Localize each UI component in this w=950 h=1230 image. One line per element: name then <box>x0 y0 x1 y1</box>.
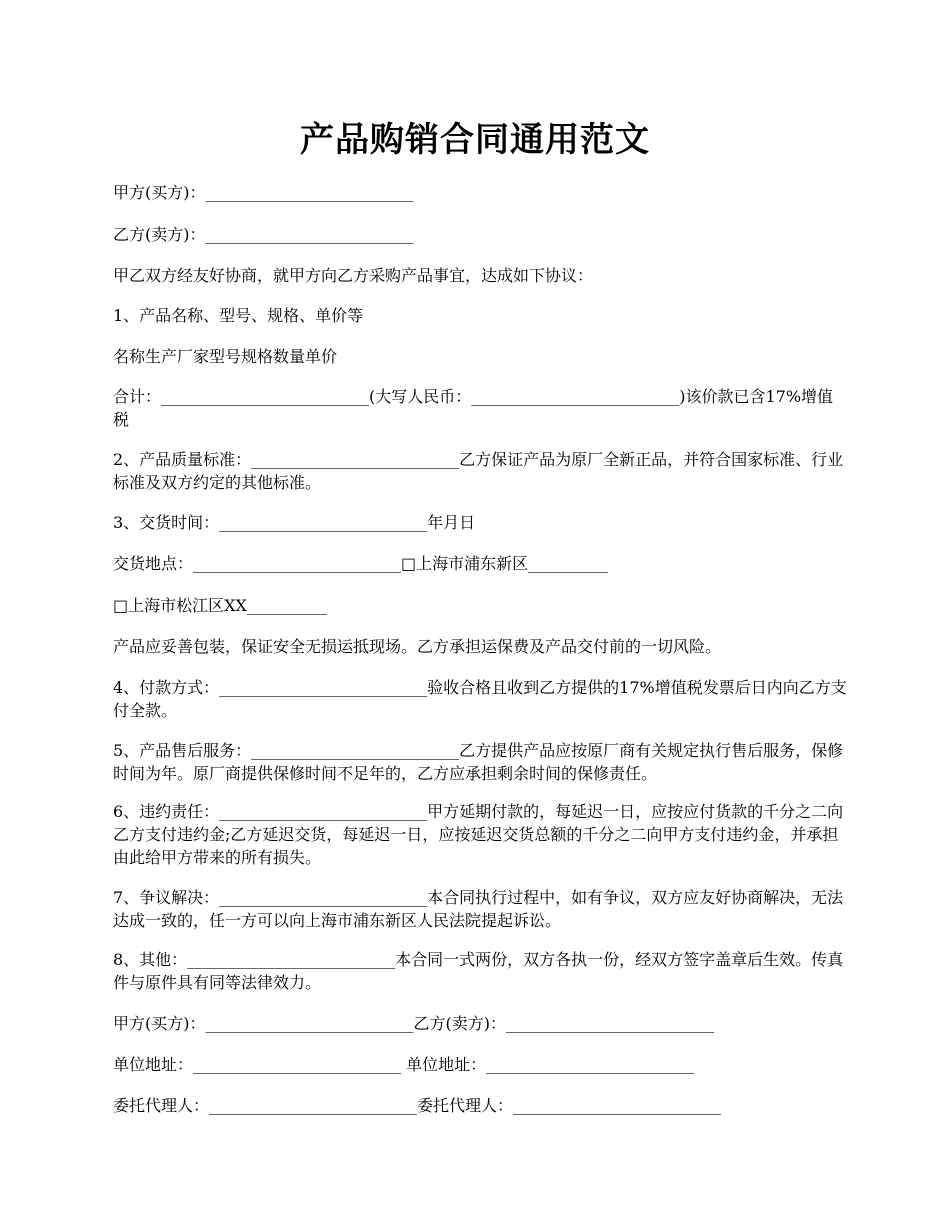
buyer-line: 甲方(买方)：__________________________ <box>113 183 414 202</box>
delivery-location-alt: □上海市松江区XX__________ <box>113 596 327 615</box>
signature-parties: 甲方(买方)：__________________________乙方(卖方)：__________________________ <box>113 1014 714 1033</box>
signature-addresses: 单位地址：__________________________ 单位地址：__________________________ <box>113 1055 695 1074</box>
signature-agents: 委托代理人：__________________________委托代理人：__________________________ <box>113 1096 722 1115</box>
packaging-risk-line: 产品应妥善包装，保证安全无损运抵现场。乙方承担运保费及产品交付前的一切风险。 <box>113 637 722 656</box>
clause-6-breach: 6、违约责任：__________________________甲方延期付款的，每延迟一日，应按应付货款的千分之二向乙方支付违约金;乙方延迟交货，每延迟一日，应按延迟交货总额的千分之二向甲方支付违约金，并承担由此给甲方带来的所有损失。 <box>113 802 844 867</box>
clause-2-quality: 2、产品质量标准：__________________________乙方保证产品为原厂全新正品，并符合国家标准、行业标准及双方约定的其他标准。 <box>113 450 844 492</box>
agreement-intro: 甲乙双方经友好协商，就甲方向乙方采购产品事宜，达成如下协议： <box>113 266 594 285</box>
total-price-line: 合计：__________________________(大写人民币：__________________________)该价款已含17%增值税 <box>113 387 834 429</box>
product-table-headers: 名称生产厂家型号规格数量单价 <box>113 347 338 366</box>
clause-3-delivery-time: 3、交货时间：__________________________年月日 <box>113 513 476 532</box>
clause-5-after-sales: 5、产品售后服务：__________________________乙方提供产品应按原厂商有关规定执行售后服务，保修时间为年。原厂商提供保修时间不足年的，乙方应承担剩余时间的保修责任。 <box>113 741 844 783</box>
clause-8-other: 8、其他：__________________________本合同一式两份，双方各执一份，经双方签字盖章后生效。传真件与原件具有同等法律效力。 <box>113 950 844 992</box>
seller-line: 乙方(卖方)：__________________________ <box>113 225 414 244</box>
delivery-location: 交货地点：__________________________□上海市浦东新区__________ <box>113 554 609 573</box>
document-title: 产品购销合同通用范文 <box>300 120 650 160</box>
clause-1-heading: 1、产品名称、型号、规格、单价等 <box>113 306 364 325</box>
clause-7-dispute: 7、争议解决：__________________________本合同执行过程中，如有争议，双方应友好协商解决，无法达成一致的，任一方可以向上海市浦东新区人民法院提起诉讼。 <box>113 888 844 930</box>
clause-4-payment: 4、付款方式：__________________________验收合格且收到乙方提供的17%增值税发票后日内向乙方支付全款。 <box>113 678 847 720</box>
